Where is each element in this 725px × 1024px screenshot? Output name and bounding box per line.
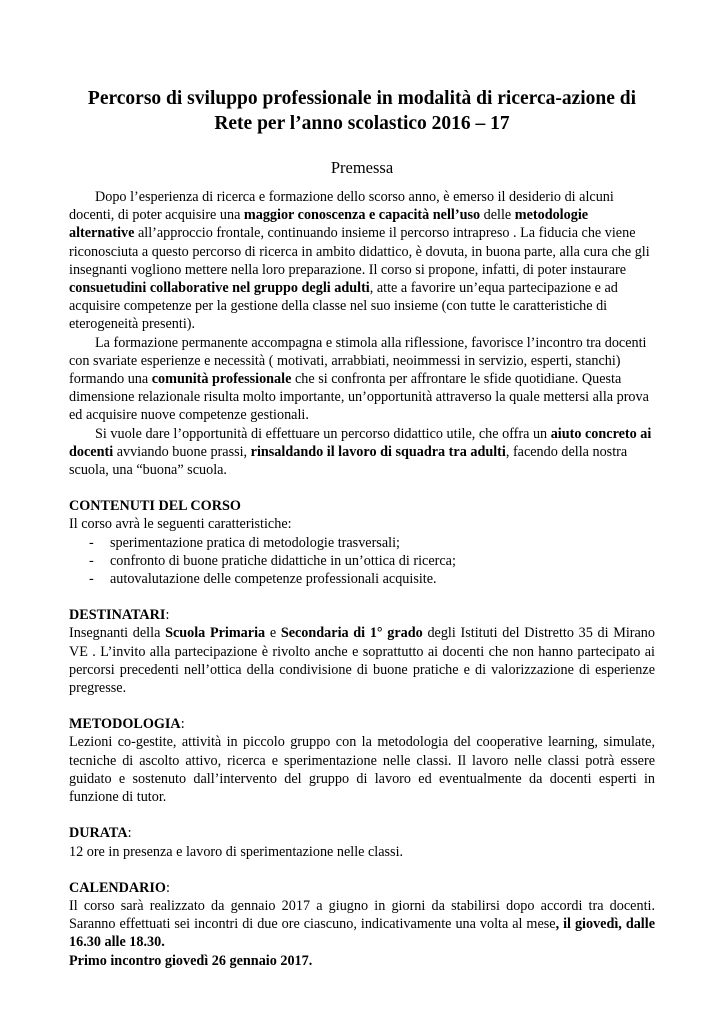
bold-text-run: aiuto concreto ai docenti [69, 425, 652, 460]
section-calendario-first-meeting [69, 952, 655, 970]
section-durata-heading [69, 824, 655, 842]
section-destinatari-title: DESTINATARI [69, 607, 166, 624]
heading-colon: : [180, 716, 185, 733]
bold-text-run: , il giovedì, dalle 16.30 alle 18.30. [69, 916, 655, 951]
document-title [69, 0, 655, 136]
bold-text-run: Primo incontro giovedì 26 gennaio 2017. [69, 952, 313, 969]
paragraph-premessa-3 [69, 425, 655, 480]
section-durata [69, 824, 655, 860]
section-durata-title: DURATA [69, 825, 128, 842]
text-run: , facendo della nostra scuola, una “buona” scuola. [69, 443, 628, 479]
section-premessa-heading: Premessa [330, 158, 394, 177]
section-calendario [69, 879, 655, 970]
section-contenuti-title: CONTENUTI DEL CORSO [69, 498, 241, 515]
document-body [69, 188, 655, 970]
text-run: all’approccio frontale, continuando insieme il percorso intrapreso . La fiducia che viene riconosciuta a questo percorso di ricerca in ambito didattico, è dovuta, in buona parte, alla cura che gli insegnanti vogliono mettere nella loro preparazione. Il corso si propone, infatti, di poter instaurare [69, 225, 650, 278]
text-run: che si confronta per affrontare le sfide quotidiane. Questa dimensione relazionale risulta molto importante, un’opportunità attraverso la quale mettersi alla prova ed acquisire nuove competenze gestionali. [69, 371, 649, 424]
section-calendario-heading [69, 879, 655, 897]
heading-colon: : [127, 825, 132, 842]
list-item: - sperimentazione pratica di metodologie trasversali; [69, 534, 655, 552]
text-run: Insegnanti della [69, 625, 166, 642]
text-run: , atte a favorire un’equa partecipazione e ad acquisire competenze per la gestione della classe nel suo insieme (con tutte le caratteristiche di eterogeneità presenti). [69, 280, 618, 333]
bold-text-run: Secondaria di 1° grado [280, 625, 423, 642]
text-run: La formazione permanente accompagna e stimola alla riflessione, favorisce l’incontro tra docenti con svariate esperienze e necessità ( motivati, arrabbiati, neoimmessi in servizio, esperti, stanchi) formando una [69, 334, 647, 388]
section-destinatari-heading [69, 606, 655, 624]
text-run: avviando buone prassi, [113, 443, 251, 460]
list-item: - autovalutazione delle competenze professionali acquisite. [69, 570, 655, 588]
section-metodologia [69, 715, 655, 806]
title-line-2: Rete per l’anno scolastico 2016 – 17 [214, 113, 510, 134]
section-metodologia-heading [69, 715, 655, 733]
text-run: e [265, 625, 281, 642]
bold-text-run: rinsaldando il lavoro di squadra tra adulti [250, 443, 506, 460]
contenuti-list [69, 534, 655, 589]
section-metodologia-text: Lezioni co-gestite, attività in piccolo gruppo con la metodologia del cooperative learning, simulate, tecniche di ascolto attivo, ricerca e sperimentazione nelle classi. Il lavoro nelle classi potrà essere guidato e sostenuto dall’intervento del gruppo di lavoro ed eventualmente da docenti esperti in funzione di tutor. [69, 734, 655, 806]
section-metodologia-title: METODOLOGIA [69, 716, 181, 733]
list-item: - confronto di buone pratiche didattiche in un’ottica di ricerca; [69, 552, 655, 570]
paragraph-premessa-2 [69, 334, 655, 425]
section-calendario-title: CALENDARIO [69, 879, 166, 896]
section-calendario-text [69, 897, 655, 952]
section-contenuti-intro: Il corso avrà le seguenti caratteristiche: [69, 516, 292, 533]
text-run: degli Istituti del Distretto 35 di Mirano VE . L’invito alla partecipazione è rivolto anche e soprattutto ai docenti che non hanno partecipato ai percorsi precedenti nell’ottica della condivisione di buone pratiche e di valorizzazione di esperienze pregresse. [69, 625, 655, 697]
bold-text-run: comunità professionale [151, 371, 292, 388]
bold-text-run: consuetudini collaborative nel gruppo degli adulti [69, 280, 370, 297]
text-run: Il corso sarà realizzato da gennaio 2017 a giugno in giorni da stabilirsi dopo accordi tra docenti. Saranno effettuati sei incontri di due ore ciascuno, indicativamente una volta al mese [69, 897, 655, 933]
section-destinatari-text [69, 624, 655, 697]
text-run: delle [480, 207, 515, 224]
heading-colon: : [165, 607, 170, 624]
section-destinatari [69, 606, 655, 697]
paragraph-premessa-1 [69, 188, 655, 334]
bold-text-run: metodologie alternative [69, 207, 589, 242]
text-run: Dopo l’esperienza di ricerca e formazione dello scorso anno, è emerso il desiderio di alcuni docenti, di poter acquisire una [69, 189, 614, 224]
bold-text-run: Scuola Primaria [165, 625, 266, 642]
section-durata-text: 12 ore in presenza e lavoro di sperimentazione nelle classi. [69, 843, 404, 860]
heading-colon: : [165, 879, 170, 896]
bold-text-run: maggior conoscenza e capacità nell’uso [243, 207, 481, 224]
text-run: Si vuole dare l’opportunità di effettuare un percorso didattico utile, che offra un [95, 425, 551, 442]
section-contenuti [69, 497, 655, 588]
title-line-1: Percorso di sviluppo professionale in modalità di ricerca-azione di [87, 88, 637, 109]
